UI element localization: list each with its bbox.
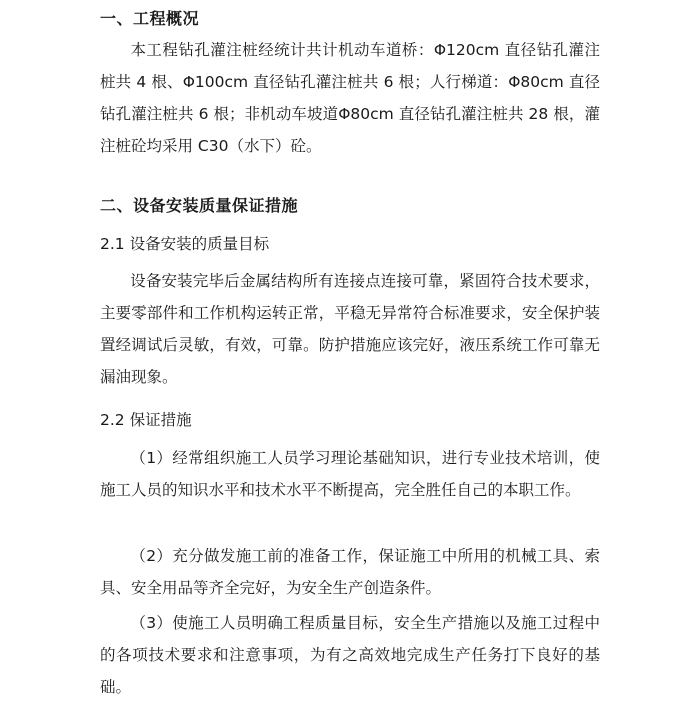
measure-item-3-text: （3）使施工人员明确工程质量目标，安全生产措施以及施工过程中的各项技术要求和注意事项，为有之高效地完成生产任务打下良好的基础。: [100, 614, 600, 696]
measure-item-3: [100, 607, 600, 703]
subsection-2-2-title: 2.2 保证措施: [100, 411, 192, 429]
section-1-heading: 一、工程概况: [100, 9, 200, 28]
section-1-paragraph: [100, 34, 600, 162]
measure-item-1-text: （1）经常组织施工人员学习理论基础知识，进行专业技术培训，使施工人员的知识水平和技术水平不断提高，完全胜任自己的本职工作。: [100, 449, 600, 499]
measure-item-1: [100, 442, 600, 506]
subsection-2-1-title: 2.1 设备安装的质量目标: [100, 235, 270, 253]
subsection-2-1-paragraph: [100, 265, 600, 393]
measure-item-2: [100, 540, 600, 604]
section-1-paragraph-text: 本工程钻孔灌注桩经统计共计机动车道桥：Φ120cm 直径钻孔灌注桩共 4 根、Φ100cm 直径钻孔灌注桩共 6 根；人行梯道：Φ80cm 直径钻孔灌注桩共 6 根；非机动车坡道Φ80cm 直径钻孔灌注桩共 28 根，灌注桩砼均采用 C30（水下）砼。: [100, 41, 600, 155]
section-2-heading: 二、设备安装质量保证措施: [100, 196, 299, 215]
subsection-2-1-paragraph-text: 设备安装完毕后金属结构所有连接点连接可靠，紧固符合技术要求，主要零部件和工作机构运转正常，平稳无异常符合标准要求，安全保护装置经调试后灵敏，有效，可靠。防护措施应该完好，液压系统工作可靠无漏油现象。: [100, 272, 600, 386]
measure-item-2-text: （2）充分做发施工前的准备工作，保证施工中所用的机械工具、索具、安全用品等齐全完好，为安全生产创造条件。: [100, 547, 600, 597]
